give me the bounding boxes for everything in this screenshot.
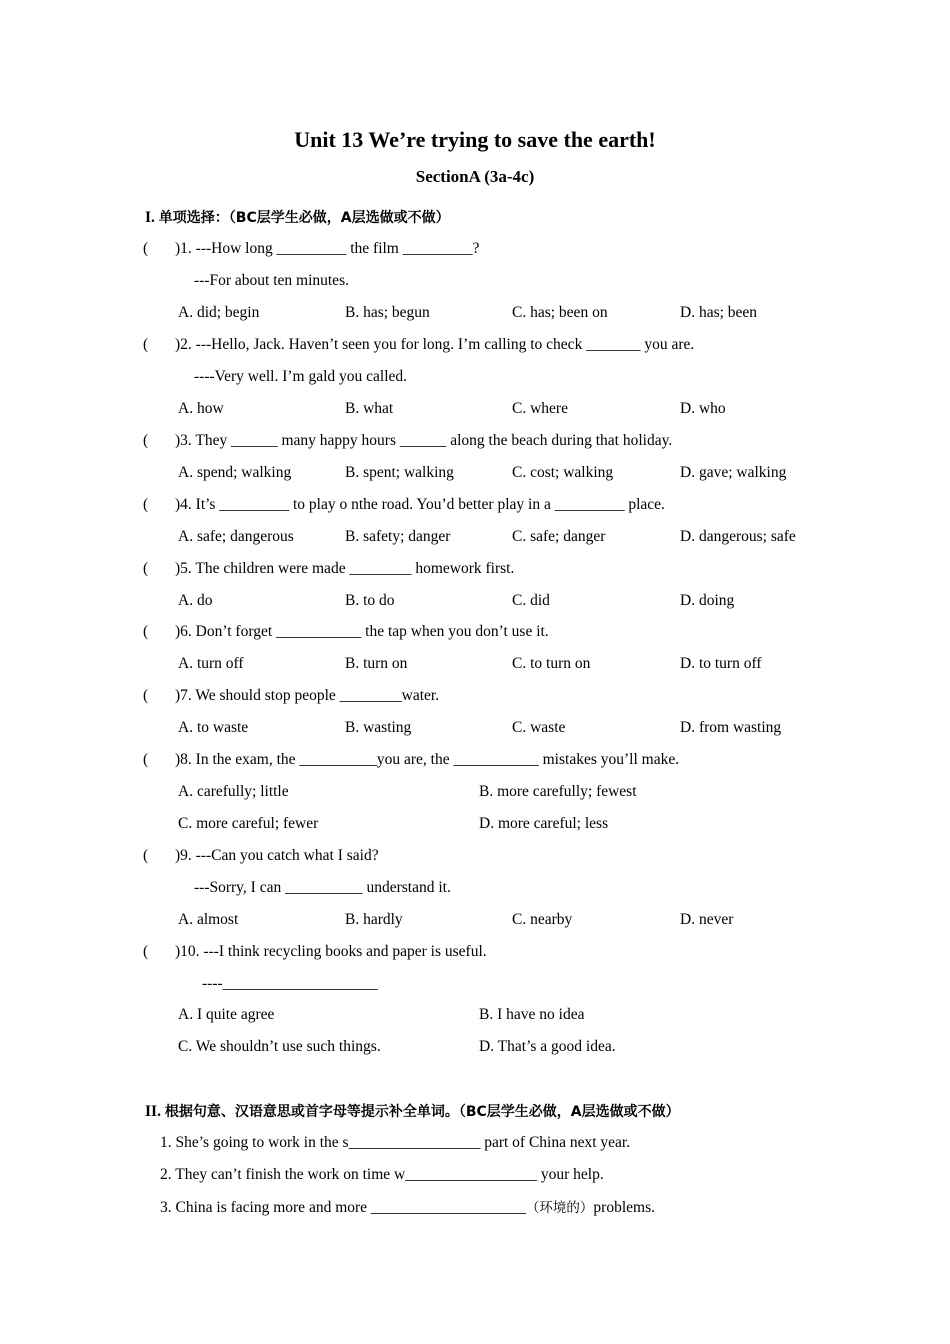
option-c: C. more careful; fewer: [178, 815, 319, 832]
option-c: C. safe; danger: [512, 528, 606, 545]
fill-item-3-hint: （环境的）: [525, 1200, 594, 1216]
answer-blank: (: [143, 943, 149, 960]
option-b: B. I have no idea: [479, 1006, 585, 1023]
question-stem: )2. ---Hello, Jack. Haven’t seen you for long. I’m calling to check _______ you are.: [175, 336, 695, 353]
option-d: D. That’s a good idea.: [479, 1038, 616, 1055]
answer-blank: (: [143, 751, 149, 768]
question-stem: )5. The children were made ________ homework first.: [175, 560, 515, 577]
option-b: B. turn on: [345, 655, 408, 672]
fill-item-2: 2. They can’t finish the work on time w_________________ your help.: [160, 1166, 604, 1183]
option-b: B. what: [345, 400, 394, 417]
option-a: A. did; begin: [178, 304, 260, 321]
answer-blank: (: [143, 687, 149, 704]
fill-item-3: [160, 1198, 655, 1218]
option-a: A. safe; dangerous: [178, 528, 294, 545]
option-a: A. to waste: [178, 719, 249, 736]
section-1-heading: [145, 207, 450, 227]
page-title: Unit 13 We’re trying to save the earth!: [294, 127, 656, 152]
option-b: B. has; begun: [345, 304, 430, 321]
option-a: A. carefully; little: [178, 783, 289, 800]
option-b: B. to do: [345, 592, 395, 609]
option-d: D. has; been: [680, 304, 758, 321]
question-stem: )4. It’s _________ to play o nthe road. You’d better play in a _________ place.: [175, 496, 665, 513]
fill-item-3-end: problems.: [593, 1199, 655, 1216]
question-stem: )1. ---How long _________ the film _________?: [175, 240, 480, 257]
option-a: A. how: [178, 400, 224, 417]
question-stem: )6. Don’t forget ___________ the tap when you don’t use it.: [175, 623, 549, 640]
answer-blank: (: [143, 623, 149, 640]
option-a: A. turn off: [178, 655, 244, 672]
option-b: B. wasting: [345, 719, 412, 736]
fill-item-1: 1. She’s going to work in the s_________________ part of China next year.: [160, 1134, 631, 1151]
section-2-number: II.: [145, 1103, 165, 1120]
section-1-number: I.: [145, 209, 159, 226]
answer-blank: (: [143, 496, 149, 513]
option-c: C. did: [512, 592, 550, 609]
option-c: C. waste: [512, 719, 566, 736]
option-a: A. I quite agree: [178, 1006, 275, 1023]
section-1-instruction: 单项选择：（BC层学生必做，A层选做或不做）: [158, 210, 450, 226]
option-c: C. to turn on: [512, 655, 591, 672]
option-a: A. spend; walking: [178, 464, 292, 481]
option-d: D. more careful; less: [479, 815, 609, 832]
option-d: D. dangerous; safe: [680, 528, 796, 545]
question-reply: ---Sorry, I can __________ understand it.: [194, 879, 451, 896]
option-d: D. gave; walking: [680, 464, 787, 481]
option-a: A. almost: [178, 911, 239, 928]
option-b: B. hardly: [345, 911, 403, 928]
question-stem: )3. They ______ many happy hours ______ along the beach during that holiday.: [175, 432, 673, 449]
option-c: C. cost; walking: [512, 464, 614, 481]
option-b: B. spent; walking: [345, 464, 454, 481]
answer-blank: (: [143, 847, 149, 864]
section-2-instruction: 根据句意、汉语意思或首字母等提示补全单词。（BC层学生必做，A层选做或不做）: [164, 1104, 680, 1120]
answer-blank: (: [143, 240, 149, 257]
option-d: D. from wasting: [680, 719, 782, 736]
question-stem: )9. ---Can you catch what I said?: [175, 847, 379, 864]
option-d: D. doing: [680, 592, 735, 609]
option-c: C. We shouldn’t use such things.: [178, 1038, 381, 1055]
option-c: C. nearby: [512, 911, 573, 928]
fill-item-3-text: 3. China is facing more and more ____________________: [160, 1199, 526, 1216]
option-a: A. do: [178, 592, 213, 609]
answer-blank: (: [143, 432, 149, 449]
question-reply: ----____________________: [202, 975, 378, 992]
answer-blank: (: [143, 560, 149, 577]
section-2-heading: [145, 1101, 680, 1121]
option-d: D. who: [680, 400, 726, 417]
option-d: D. to turn off: [680, 655, 762, 672]
option-c: C. where: [512, 400, 568, 417]
option-c: C. has; been on: [512, 304, 608, 321]
question-reply: ---For about ten minutes.: [194, 272, 349, 289]
option-b: B. safety; danger: [345, 528, 451, 545]
page-subtitle: SectionA (3a-4c): [415, 167, 535, 186]
option-b: B. more carefully; fewest: [479, 783, 637, 800]
answer-blank: (: [143, 336, 149, 353]
question-stem: )8. In the exam, the __________you are, the ___________ mistakes you’ll make.: [175, 751, 680, 768]
option-d: D. never: [680, 911, 734, 928]
question-reply: ----Very well. I’m gald you called.: [194, 368, 408, 385]
question-stem: )10. ---I think recycling books and paper is useful.: [175, 943, 487, 960]
question-stem: )7. We should stop people ________water.: [175, 687, 440, 704]
